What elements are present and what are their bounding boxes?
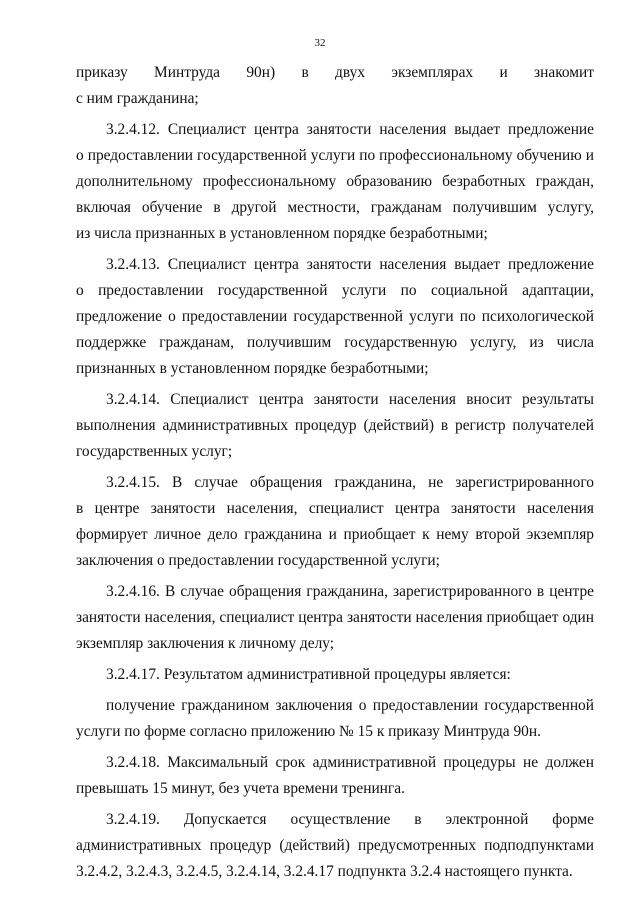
text-line: выполнения административных процедур (действий) в регистр получателей xyxy=(76,417,594,434)
paragraph-cont xyxy=(76,60,594,112)
paragraph-3-2-4-17-result xyxy=(76,693,594,745)
text-line: предложение о предоставлении государственной услуги по психологической xyxy=(76,308,594,325)
text-line: формирует личное дело гражданина и приобщает к нему второй экземпляр xyxy=(76,526,594,543)
text-line: с ним гражданина; xyxy=(76,90,199,107)
text-line: превышать 15 минут, без учета времени тренинга. xyxy=(76,780,405,797)
text-line: 3.2.4.12. Специалист центра занятости населения выдает предложение xyxy=(106,121,594,138)
text-line: занятости населения, специалист центра занятости населения приобщает один xyxy=(76,609,594,626)
text-line: о предоставлении государственной услуги по социальной адаптации, xyxy=(76,282,594,299)
text-line: 3.2.4.16. В случае обращения гражданина, зарегистрированного в центре xyxy=(106,583,594,600)
text-line: в центре занятости населения, специалист центра занятости населения xyxy=(76,500,594,517)
text-line: приказу Минтруда 90н) в двух экземплярах и знакомит xyxy=(76,64,594,81)
paragraph-3-2-4-15 xyxy=(76,470,594,574)
text-line: заключения о предоставлении государственной услуги; xyxy=(76,552,440,569)
text-line: признанных в установленном порядке безработными; xyxy=(76,360,429,377)
paragraph-3-2-4-16 xyxy=(76,579,594,657)
paragraph-3-2-4-14 xyxy=(76,387,594,465)
text-line: поддержке гражданам, получившим государственную услугу, из числа xyxy=(76,334,594,351)
text-line: 3.2.4.17. Результатом административной процедуры является: xyxy=(106,666,511,683)
text-line: включая обучение в другой местности, гражданам получившим услугу, xyxy=(76,199,594,216)
text-line: 3.2.4.2, 3.2.4.3, 3.2.4.5, 3.2.4.14, 3.2.4.17 подпункта 3.2.4 настоящего пункта. xyxy=(76,863,573,880)
text-line: 3.2.4.15. В случае обращения гражданина, не зарегистрированного xyxy=(106,474,594,491)
text-line: дополнительному профессиональному образованию безработных граждан, xyxy=(76,173,594,190)
text-line: о предоставлении государственной услуги по профессиональному обучению и xyxy=(76,147,594,164)
text-line: 3.2.4.13. Специалист центра занятости населения выдает предложение xyxy=(106,256,594,273)
text-line: государственных услуг; xyxy=(76,443,233,460)
text-line: 3.2.4.19. Допускается осуществление в электронной форме xyxy=(106,811,594,828)
text-line: из числа признанных в установленном порядке безработными; xyxy=(76,225,488,242)
text-line: получение гражданином заключения о предоставлении государственной xyxy=(106,697,594,714)
paragraph-3-2-4-19 xyxy=(76,807,594,885)
document-body xyxy=(76,60,594,890)
paragraph-3-2-4-12 xyxy=(76,117,594,247)
text-line: 3.2.4.18. Максимальный срок административной процедуры не должен xyxy=(106,754,594,771)
text-line: 3.2.4.14. Специалист центра занятости населения вносит результаты xyxy=(106,391,594,408)
text-line: административных процедур (действий) предусмотренных подподпунктами xyxy=(76,837,594,854)
text-line: экземпляр заключения к личному делу; xyxy=(76,635,335,652)
paragraph-3-2-4-17 xyxy=(76,662,594,688)
paragraph-3-2-4-13 xyxy=(76,252,594,382)
paragraph-3-2-4-18 xyxy=(76,750,594,802)
text-line: услуги по форме согласно приложению № 15 к приказу Минтруда 90н. xyxy=(76,723,541,740)
page-number: 32 xyxy=(314,37,326,49)
